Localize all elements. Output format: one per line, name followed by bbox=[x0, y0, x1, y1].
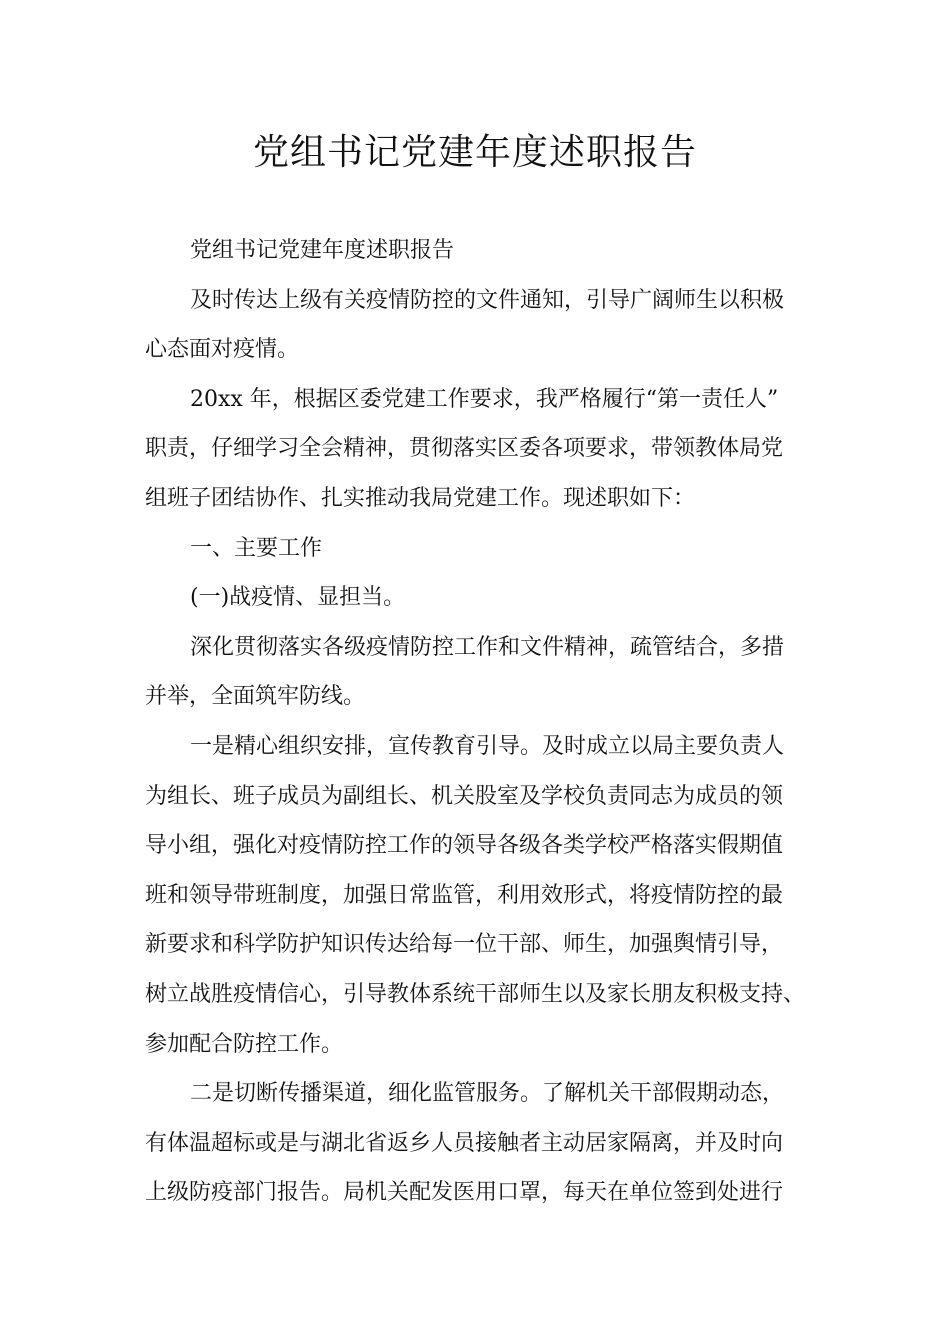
paragraph bbox=[145, 226, 835, 276]
paragraph bbox=[145, 623, 835, 722]
paragraph-line: 职责，仔细学习全会精神，贯彻落实区委各项要求，带领教体局党 bbox=[145, 436, 784, 462]
paragraph-line: 二是切断传播渠道，细化监管服务。了解机关干部假期动态， bbox=[190, 1081, 785, 1107]
paragraph-line: 一是精心组织安排，宣传教育引导。及时成立以局主要负责人 bbox=[190, 733, 785, 759]
paragraph-line: 党组书记党建年度述职报告 bbox=[190, 238, 455, 263]
paragraph-line: 树立战胜疫情信心，引导教体系统干部师生以及家长朋友积极支持、 bbox=[145, 981, 806, 1007]
paragraph-line: 深化贯彻落实各级疫情防控工作和文件精神，疏管结合，多措 bbox=[190, 634, 785, 660]
paragraph bbox=[145, 276, 835, 375]
paragraph-line: 为组长、班子成员为副组长、机关股室及学校负责同志为成员的领 bbox=[145, 783, 784, 809]
paragraph-line: 20xx 年，根据区委党建工作要求，我严格履行“第一责任人” bbox=[190, 386, 779, 412]
document-body bbox=[145, 226, 835, 1218]
paragraph-line: 新要求和科学防护知识传达给每一位干部、师生，加强舆情引导， bbox=[145, 932, 784, 958]
paragraph-line: 班和领导带班制度，加强日常监管，利用效形式，将疫情防控的最 bbox=[145, 882, 784, 908]
paragraph bbox=[145, 375, 835, 524]
paragraph bbox=[145, 1069, 835, 1218]
paragraph bbox=[145, 524, 835, 574]
paragraph-line: 一、主要工作 bbox=[190, 535, 323, 561]
paragraph-line: 及时传达上级有关疫情防控的文件通知，引导广阔师生以积极 bbox=[190, 287, 785, 313]
paragraph-line: 心态面对疫情。 bbox=[145, 337, 300, 363]
paragraph bbox=[145, 722, 835, 1069]
paragraph-line: 并举，全面筑牢防线。 bbox=[145, 684, 366, 710]
paragraph-line: 导小组，强化对疫情防控工作的领导各级各类学校严格落实假期值 bbox=[145, 833, 784, 859]
paragraph-line: 参加配合防控工作。 bbox=[145, 1031, 344, 1057]
document-title: 党组书记党建年度述职报告 bbox=[252, 132, 697, 173]
paragraph bbox=[145, 573, 835, 623]
paragraph-line: (一)战疫情、显担当。 bbox=[190, 585, 406, 611]
paragraph-line: 有体温超标或是与湖北省返乡人员接触者主动居家隔离，并及时向 bbox=[145, 1130, 784, 1156]
paragraph-line: 组班子团结协作、扎实推动我局党建工作。现述职如下： bbox=[145, 485, 696, 511]
paragraph-line: 上级防疫部门报告。局机关配发医用口罩，每天在单位签到处进行 bbox=[145, 1180, 784, 1206]
